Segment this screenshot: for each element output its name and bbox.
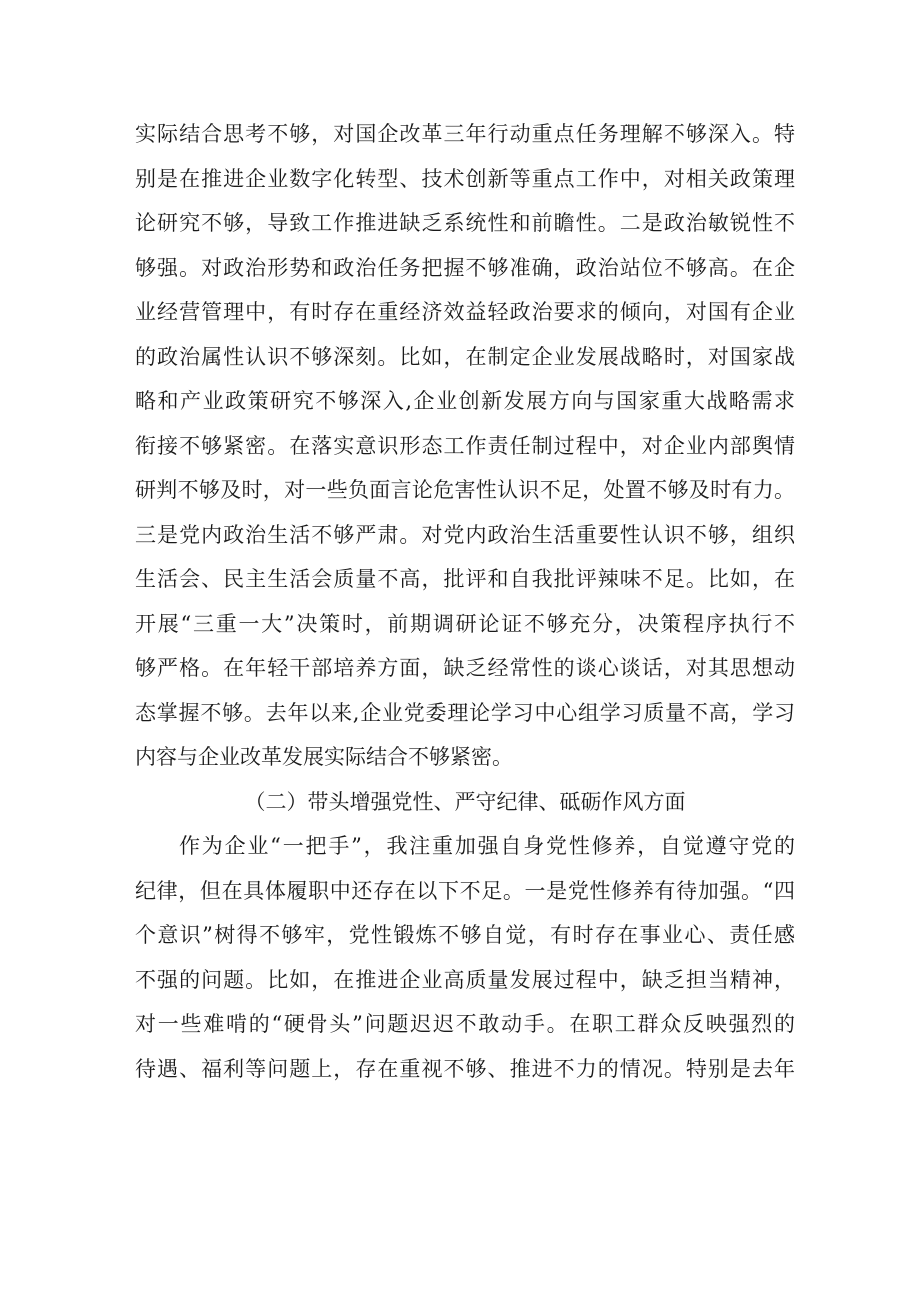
text-line: 三是党内政治生活不够严肃。对党内政治生活重要性认识不够，组织 (135, 522, 795, 547)
text-line: 对一些难啃的“硬骨头”问题迟迟不敢动手。在职工群众反映强烈的 (135, 1012, 795, 1036)
text-line: 论研究不够，导致工作推进缺乏系统性和前瞻性。二是政治敏锐性不 (135, 211, 795, 235)
text-line: 生活会、民主生活会质量不高，批评和自我批评辣味不足。比如，在 (135, 567, 795, 591)
paragraph-last-line: 内容与企业改革发展实际结合不够紧密。 (135, 745, 513, 769)
section-heading: （二）带头增强党性、严守纪律、砥砺作风方面 (244, 789, 686, 814)
text-line: 够强。对政治形势和政治任务把握不够准确，政治站位不够高。在企 (135, 255, 795, 280)
document-body (135, 112, 795, 1091)
text-line: 个意识”树得不够牢，党性锻炼不够自觉，有时存在事业心、责任感 (135, 923, 795, 947)
text-line: 不强的问题。比如，在推进企业高质量发展过程中，缺乏担当精神， (135, 967, 795, 992)
text-line: 纪律，但在具体履职中还存在以下不足。一是党性修养有待加强。“四 (135, 878, 795, 903)
text-line: 待遇、福利等问题上，存在重视不够、推进不力的情况。特别是去年 (135, 1056, 795, 1081)
text-line: 别是在推进企业数字化转型、技术创新等重点工作中，对相关政策理 (135, 166, 795, 191)
text-line: 业经营管理中，有时存在重经济效益轻政治要求的倾向，对国有企业 (135, 300, 795, 324)
text-line: 够严格。在年轻干部培养方面，缺乏经常性的谈心谈话，对其思想动 (135, 656, 795, 680)
text-line: 的政治属性认识不够深刻。比如，在制定企业发展战略时，对国家战 (135, 344, 795, 369)
text-line: 研判不够及时，对一些负面言论危害性认识不足，处置不够及时有力。 (135, 478, 795, 502)
paragraph-first-line: 作为企业“一把手”，我注重加强自身党性修养，自觉遵守党的 (179, 834, 795, 858)
text-line: 衔接不够紧密。在落实意识形态工作责任制过程中，对企业内部舆情 (135, 433, 795, 458)
text-line: 实际结合思考不够，对国企改革三年行动重点任务理解不够深入。特 (135, 122, 795, 146)
text-line: 略和产业政策研究不够深入,企业创新发展方向与国家重大战略需求 (135, 389, 795, 413)
text-line: 态掌握不够。去年以来,企业党委理论学习中心组学习质量不高，学习 (135, 700, 795, 725)
text-line: 开展“三重一大”决策时，前期调研论证不够充分，决策程序执行不 (135, 611, 795, 636)
